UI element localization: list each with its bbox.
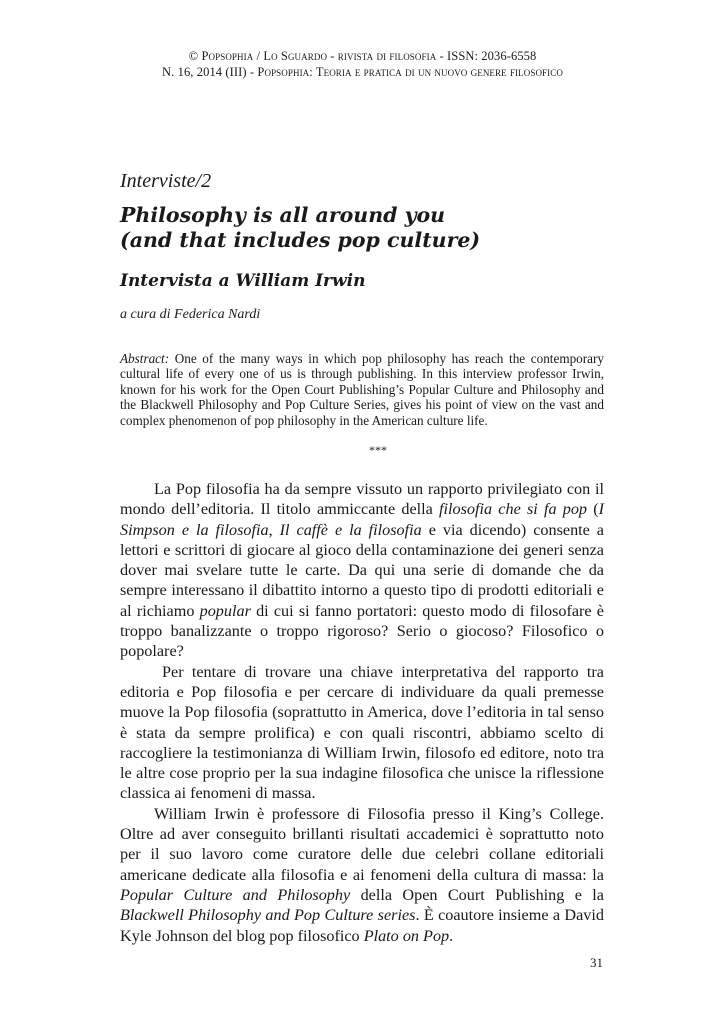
issue-theme: Popsophia: Teoria e pratica di un nuovo genere filosofico [257,65,563,79]
article-subtitle: Intervista a William Irwin [120,271,366,291]
body-text: e via dicendo) consente a lettori e scrittori di giocare al gioco della contaminazione dei generi senza dover mai svelare tutte le carte. Da qui una serie di domande che da sempre interessano il dibattito intorno a questo tipo di prodotti editoriali e al richiamo [120,520,604,620]
issue-number: N. 16, 2014 (III) - [162,65,258,79]
body-text: ( [587,500,599,519]
body-italic: Blackwell Philosophy and Pop Culture series [120,906,416,925]
body-text: William Irwin è professore di Filosofia presso il King’s College. Oltre ad aver conseguito brillanti risultati accademici è soprattutto noto per il suo lavoro come curatore delle due celebri collane editoriali americane dedicate alla filosofia e ai fenomeni della cultura di massa: la [120,804,604,884]
article-body [120,479,604,946]
copyright-symbol: © [188,49,199,63]
article-title-line1: Philosophy is all around you [120,203,446,227]
body-italic: filosofia che si fa pop [439,500,588,519]
body-italic: Popular Culture and Philosophy [120,885,351,904]
section-label: Interviste/2 [120,170,212,192]
abstract [120,351,604,428]
body-text: della Open Court Publishing e la [350,885,604,904]
body-italic: Il caffè e la filosofia [279,520,422,539]
body-italic: I Simpson e la filosofia [120,500,605,539]
article-curator: a cura di Federica Nardi [120,307,261,322]
abstract-label: Abstract: [120,351,170,366]
body-paragraph-3 [120,804,604,946]
article-title-line2: (and that includes pop culture) [120,228,481,252]
body-text: . [449,926,454,945]
body-text: La Pop filosofia ha da sempre vissuto un rapporto privilegiato con il mondo dell’editoria. Il titolo ammiccante della [120,480,604,519]
body-text: . È coautore insieme a David Kyle Johnson del blog pop filosofico [120,906,604,945]
page-number: 31 [590,955,603,970]
body-text: , [268,520,280,539]
body-paragraph-1 [120,479,604,662]
body-text: di cui si fanno portatori: questo modo di filosofare è troppo banalizzante o troppo rigoroso? Serio o giocoso? Filosofico o popolare? [120,601,604,661]
issn: - ISSN: 2036-6558 [436,49,537,63]
journal-name: Popsophia / Lo Sguardo - rivista di filosofia [201,49,437,63]
journal-header-line1 [0,49,725,64]
body-paragraph-2: Per tentare di trovare una chiave interpretativa del rapporto tra editoria e Pop filosofia e per cercare di individuare da quali premesse muove la Pop filosofia (soprattutto in America, dove l’editoria in tal senso è stata da sempre prolifica) e con quali riscontri, abbiamo scelto di raccogliere la testimonianza di William Irwin, filosofo ed editore, noto tra le altre cose proprio per la sua indagine filosofica che unisce la riflessione classica ai fenomeni di massa. [120,662,604,803]
body-italic: popular [199,601,251,620]
journal-header-line2 [0,65,725,80]
section-separator: *** [369,443,387,457]
article-title [120,203,600,253]
body-italic: Plato on Pop [363,926,450,945]
abstract-text: One of the many ways in which pop philosophy has reach the contemporary cultural life of every one of us is through publishing. In this interview professor Irwin, known for his work for the Open Court Publishing’s Popular Culture and Philosophy and the Blackwell Philosophy and Pop Culture Series, gives his point of view on the vast and complex phenomenon of pop philosophy in the American culture life. [120,351,604,428]
